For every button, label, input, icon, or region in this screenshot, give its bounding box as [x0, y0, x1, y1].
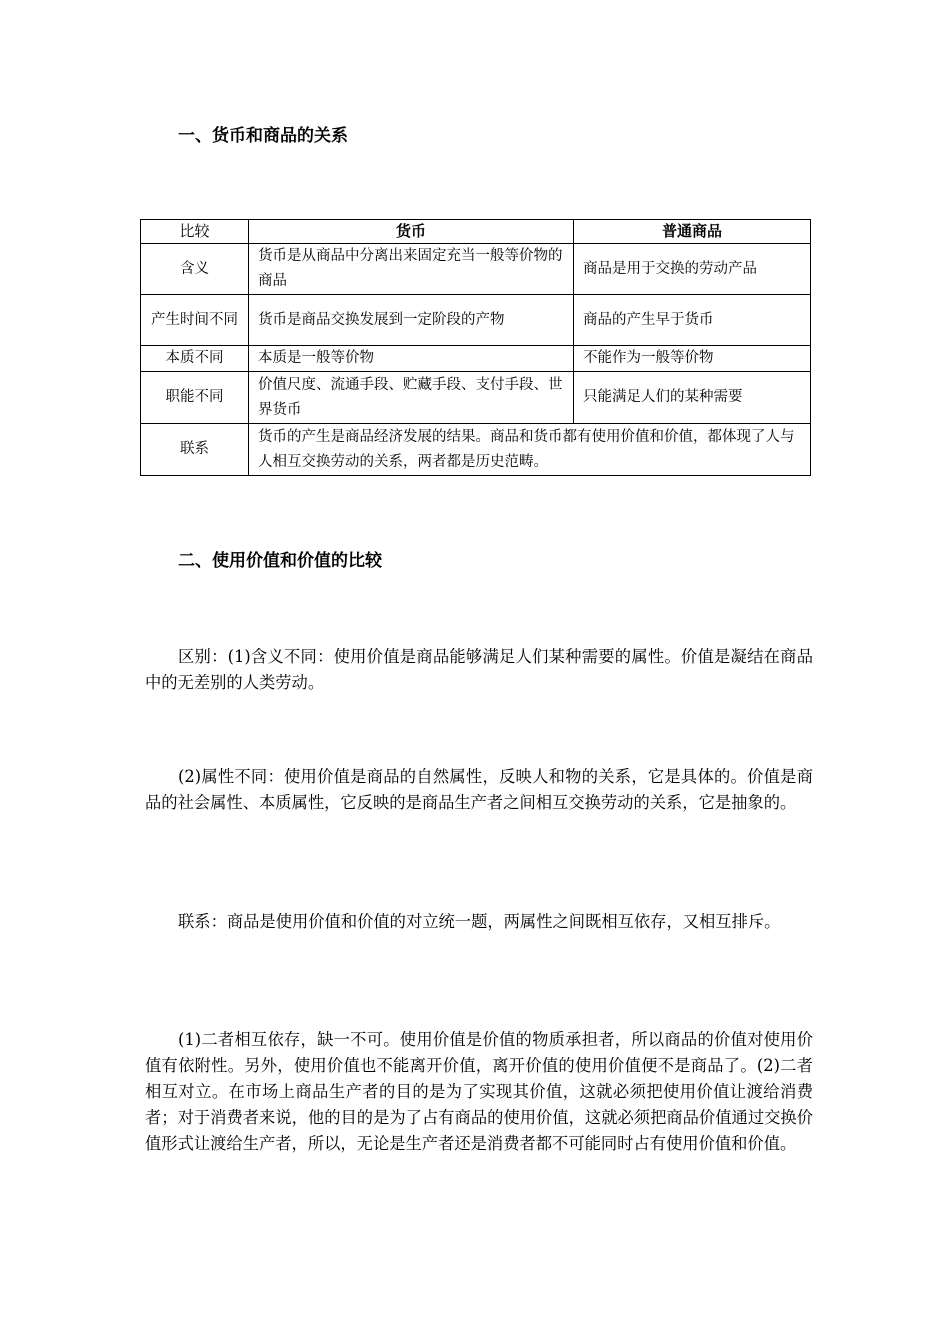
money-cell: 货币是从商品中分离出来固定充当一般等价物的商品: [249, 244, 574, 295]
table-row: [141, 346, 811, 372]
commodity-cell: 不能作为一般等价物: [574, 346, 811, 372]
paragraph-difference-2: (2)属性不同：使用价值是商品的自然属性，反映人和物的关系，它是具体的。价值是商品的社会属性、本质属性，它反映的是商品生产者之间相互交换劳动的关系，它是抽象的。: [145, 767, 813, 812]
section-2-heading: 二、使用价值和价值的比较: [178, 551, 382, 571]
table-row: [141, 295, 811, 346]
header-compare: 比较: [141, 220, 249, 244]
row-label: 含义: [141, 244, 249, 295]
row-label: 本质不同: [141, 346, 249, 372]
table-row: [141, 244, 811, 295]
commodity-cell: 商品的产生早于货币: [574, 295, 811, 346]
money-commodity-comparison-table: [140, 219, 811, 476]
paragraph-connection: 联系：商品是使用价值和价值的对立统一题，两属性之间既相互依存，又相互排斥。: [178, 912, 781, 931]
money-cell: 货币是商品交换发展到一定阶段的产物: [249, 295, 574, 346]
table-row-link: [141, 424, 811, 476]
table-header-row: [141, 220, 811, 244]
paragraph-connection-detail: (1)二者相互依存，缺一不可。使用价值是价值的物质承担者，所以商品的价值对使用价值有依附性。另外，使用价值也不能离开价值，离开价值的使用价值便不是商品了。(2)二者相互对立。在市场上商品生产者的目的是为了实现其价值，这就必须把使用价值让渡给消费者；对于消费者来说，他的目的是为了占有商品的使用价值，这就必须把商品价值通过交换价值形式让渡给生产者，所以，无论是生产者还是消费者都不可能同时占有使用价值和价值。: [145, 1030, 813, 1153]
link-cell: 货币的产生是商品经济发展的结果。商品和货币都有使用价值和价值，都体现了人与人相互交换劳动的关系，两者都是历史范畴。: [249, 424, 811, 476]
header-money: 货币: [249, 220, 574, 244]
money-cell: 本质是一般等价物: [249, 346, 574, 372]
table-row: [141, 372, 811, 424]
paragraph-difference-1: 区别：(1)含义不同：使用价值是商品能够满足人们某种需要的属性。价值是凝结在商品中的无差别的人类劳动。: [145, 647, 813, 692]
header-commodity: 普通商品: [574, 220, 811, 244]
row-label: 产生时间不同: [141, 295, 249, 346]
row-label: 联系: [141, 424, 249, 476]
commodity-cell: 只能满足人们的某种需要: [574, 372, 811, 424]
section-1-heading: 一、货币和商品的关系: [178, 126, 348, 146]
money-cell: 价值尺度、流通手段、贮藏手段、支付手段、世界货币: [249, 372, 574, 424]
row-label: 职能不同: [141, 372, 249, 424]
commodity-cell: 商品是用于交换的劳动产品: [574, 244, 811, 295]
